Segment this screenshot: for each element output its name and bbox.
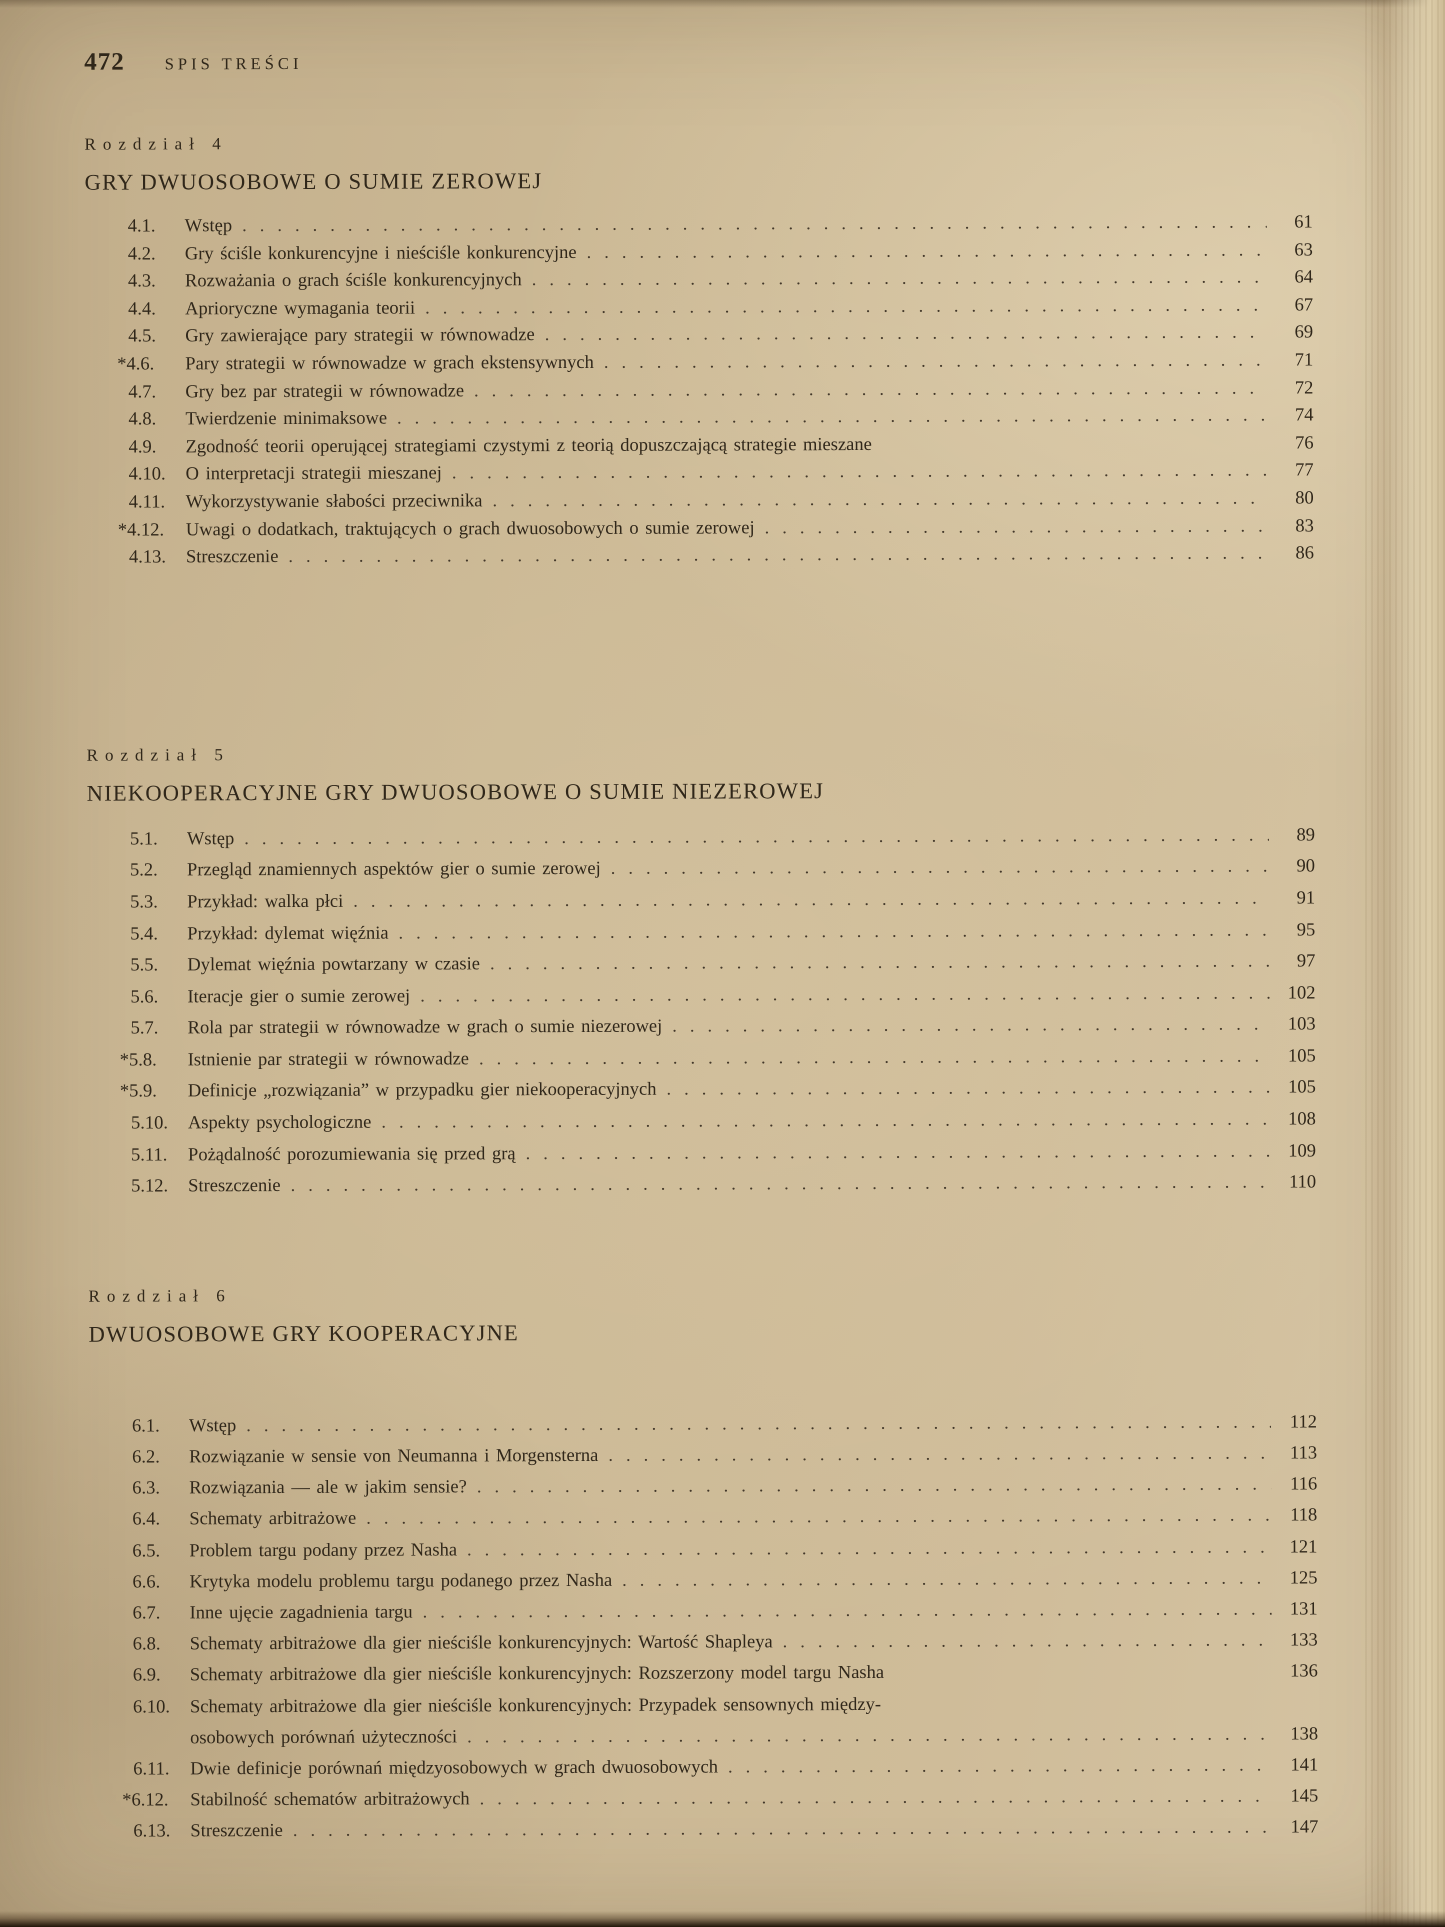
toc-entry: [129, 430, 1314, 462]
entry-page: 89: [1296, 825, 1315, 846]
page-number-folio: 472: [84, 48, 125, 76]
entry-number: 6.10.: [132, 1697, 170, 1718]
entry-page: 125: [1289, 1568, 1318, 1589]
entry-title: Krytyka modelu problemu targu podanego przez Nasha: [189, 1570, 613, 1593]
entry-number: 4.11.: [128, 492, 166, 513]
entry-body: [187, 883, 1315, 919]
dot-leader: [291, 1813, 1273, 1848]
entry-line: [186, 513, 1314, 545]
entry-number: *6.12.: [122, 1790, 169, 1811]
entry-page: 109: [1288, 1141, 1317, 1162]
dot-leader: [286, 541, 1268, 572]
entry-page: 105: [1287, 1046, 1316, 1067]
dot-leader: [475, 1470, 1271, 1504]
entry-body: [186, 485, 1314, 517]
entry-page: 90: [1296, 856, 1316, 877]
entry-number: 6.6.: [132, 1572, 161, 1593]
entry-page: 121: [1289, 1537, 1318, 1558]
entry-body: [185, 292, 1313, 324]
chapter-label: Rozdział 4: [84, 134, 228, 154]
entry-number: 6.11.: [133, 1759, 170, 1780]
dot-leader: [240, 210, 1267, 241]
chapter-label: Rozdział 5: [86, 744, 230, 765]
entry-title: Dwie definicje porównań międzyosobowych w grach dwuosobowych: [190, 1757, 719, 1780]
toc-entry: [129, 541, 1314, 573]
running-head: SPIS TREŚCI: [164, 53, 303, 74]
entry-title: Streszczenie: [188, 1176, 281, 1197]
entry-line: [185, 265, 1313, 297]
entry-number: 5.4.: [130, 923, 159, 945]
entry-line-continued: [190, 1719, 1318, 1754]
dot-leader: [490, 486, 1267, 516]
dot-leader: [364, 1501, 1271, 1535]
entry-body: [190, 1594, 1318, 1629]
entry-title: Wstęp: [184, 216, 233, 237]
entry-body: [188, 1136, 1316, 1172]
entry-title: Schematy arbitrażowe dla gier nieściśle konkurencyjnych: Wartość Shapleya: [189, 1632, 773, 1655]
entry-page: 131: [1289, 1599, 1318, 1620]
toc-entry: [117, 513, 1314, 545]
entry-body: [186, 513, 1314, 545]
dot-leader: [477, 1041, 1270, 1075]
entry-number: 4.13.: [128, 547, 166, 568]
dot-leader: [781, 1626, 1272, 1659]
chapter-entries: [87, 820, 1316, 1203]
toc-entry: [132, 1563, 1317, 1598]
toc-entry: [130, 978, 1315, 1014]
toc-entry: [128, 320, 1313, 352]
entry-number: 4.10.: [128, 464, 166, 485]
dot-leader: [523, 1136, 1270, 1170]
entry-line: [189, 1501, 1317, 1536]
toc-entry: [130, 947, 1315, 983]
entry-page: 145: [1290, 1786, 1319, 1807]
entry-title: Istnienie par strategii w równowadze: [187, 1049, 470, 1071]
toc-entry: [132, 1470, 1317, 1505]
dot-leader: [379, 1105, 1270, 1140]
entry-number: 4.3.: [127, 271, 156, 292]
entry-body: [187, 915, 1315, 951]
entry-number: 6.2.: [132, 1447, 160, 1468]
toc-entry: [117, 347, 1314, 379]
entry-line: [189, 1438, 1317, 1473]
entry-line: [187, 978, 1315, 1014]
toc-entry: [133, 1813, 1318, 1848]
entry-body: [188, 1041, 1316, 1077]
entry-line: [187, 820, 1315, 856]
entry-number: 5.10.: [130, 1113, 168, 1134]
entry-page: 76: [1295, 433, 1314, 454]
entry-line: [185, 403, 1313, 435]
toc-entry: [132, 1438, 1317, 1473]
toc-entry: [133, 1626, 1318, 1661]
entry-page: 91: [1296, 888, 1316, 909]
entry-title: Gry bez par strategii w równowadze: [185, 380, 465, 402]
dot-leader: [244, 1407, 1271, 1442]
entry-line: [187, 883, 1315, 919]
dot-leader: [543, 320, 1268, 350]
entry-title: Aprioryczne wymagania teorii: [185, 298, 416, 320]
entry-body: [189, 1407, 1317, 1442]
entry-line: [186, 485, 1314, 517]
page-header: [84, 43, 1312, 79]
toc-chapters: [84, 129, 1318, 1848]
entry-body: [190, 1813, 1318, 1848]
entry-number: 5.6.: [130, 987, 159, 1008]
entry-page: 113: [1289, 1443, 1318, 1464]
entry-line: [188, 1073, 1316, 1109]
entry-title: Przykład: dylemat więźnia: [187, 923, 389, 944]
entry-page: 61: [1294, 212, 1313, 233]
entry-number: 5.7.: [130, 1018, 159, 1039]
entry-page: 112: [1289, 1412, 1318, 1433]
entry-title: Aspekty psychologiczne: [187, 1112, 372, 1134]
toc-entry: [129, 485, 1314, 517]
toc-entry: [130, 883, 1315, 919]
entry-title: Stabilność schematów arbitrażowych: [190, 1789, 470, 1811]
entry-body: [188, 1104, 1316, 1140]
entry-page: 83: [1295, 515, 1314, 537]
entry-title: Uwagi o dodatkach, traktujących o grach dwuosobowych o sumie zerowej: [185, 517, 755, 540]
entry-title: Streszczenie: [185, 547, 279, 568]
dot-leader: [465, 1532, 1271, 1566]
toc-entry: [133, 1594, 1318, 1629]
entry-number: 6.3.: [132, 1478, 160, 1499]
entry-body: [186, 458, 1314, 490]
entry-page: 69: [1294, 322, 1314, 343]
entry-line: [190, 1657, 1318, 1692]
entry-body: [188, 1010, 1316, 1046]
entry-title: Definicje „rozwiązania” w przypadku gier niekooperacyjnych: [187, 1080, 657, 1102]
entry-page: 80: [1295, 488, 1314, 509]
entry-line: [190, 1626, 1318, 1661]
dot-leader: [664, 1073, 1269, 1107]
entry-number: 5.11.: [130, 1145, 168, 1166]
entry-title: Rozważania o grach ściśle konkurencyjnych: [184, 270, 522, 292]
toc-chapter: [84, 129, 1314, 572]
toc-chapter: [87, 740, 1317, 1203]
entry-line: [186, 430, 1314, 462]
dot-leader: [289, 1168, 1271, 1203]
entry-line: [189, 1563, 1317, 1598]
entry-title: Wykorzystywanie słabości przeciwnika: [185, 491, 483, 513]
entry-number: 4.8.: [128, 409, 157, 430]
entry-title: O interpretacji strategii mieszanej: [185, 463, 442, 485]
toc-entry: [128, 265, 1313, 297]
entry-title: Rozwiązanie w sensie von Neumanna i Morgensterna: [189, 1445, 599, 1468]
dot-leader: [530, 265, 1267, 295]
entry-number: *5.8.: [119, 1050, 157, 1071]
dot-leader: [395, 403, 1268, 434]
dot-leader: [478, 1782, 1273, 1816]
entry-number: 4.5.: [128, 326, 156, 347]
entry-title: Rola par strategii w równowadze w grach o sumie niezerowej: [187, 1016, 663, 1039]
entry-page: 116: [1290, 1474, 1318, 1495]
toc-chapter: [88, 1281, 1318, 1848]
chapter-title: DWUOSOBOWE GRY KOOPERACYJNE: [88, 1320, 520, 1347]
toc-entry: [119, 1073, 1316, 1109]
entry-page: 105: [1288, 1077, 1316, 1098]
toc-entry: [128, 209, 1313, 241]
entry-title: Gry ściśle konkurencyjne i nieściśle konkurencyjne: [184, 242, 577, 264]
entry-body: [185, 403, 1313, 435]
toc-entry: [128, 403, 1313, 435]
dot-leader: [421, 1595, 1272, 1629]
entry-line: [187, 947, 1315, 983]
entry-number: 6.9.: [132, 1665, 161, 1687]
entry-body: [187, 820, 1315, 856]
entry-number: *5.9.: [119, 1081, 157, 1103]
entry-body: [185, 347, 1313, 379]
toc-entry: [128, 237, 1313, 269]
entry-title: Streszczenie: [190, 1821, 283, 1842]
toc-entry: [131, 1104, 1316, 1140]
entry-line: [185, 237, 1313, 269]
entry-line: [185, 375, 1313, 407]
toc-entry: [130, 820, 1315, 856]
entry-page: 133: [1289, 1630, 1318, 1651]
entry-line: [190, 1750, 1318, 1785]
toc-entry: [130, 915, 1315, 951]
entry-title: Wstęp: [186, 828, 235, 850]
entry-page: 138: [1290, 1724, 1319, 1745]
dot-leader: [472, 375, 1267, 405]
entry-number: 5.1.: [129, 829, 158, 850]
entry-page: 63: [1294, 240, 1313, 261]
dot-leader: [418, 978, 1269, 1013]
toc-entry: [128, 292, 1313, 324]
entry-number: 5.2.: [130, 860, 158, 881]
entry-title: Dylemat więźnia powtarzany w czasie: [187, 954, 480, 976]
entry-line: [189, 1532, 1317, 1567]
entry-body: [186, 430, 1314, 462]
entry-number: 6.1.: [131, 1416, 160, 1437]
entry-line: [190, 1813, 1318, 1848]
entry-line: [185, 292, 1313, 324]
entry-line: [188, 1041, 1316, 1077]
toc-entry: [132, 1407, 1317, 1442]
entry-page: 74: [1294, 405, 1314, 426]
entry-number: 6.13.: [133, 1821, 171, 1843]
dot-leader: [351, 883, 1269, 918]
chapter-title: NIEKOOPERACYJNE GRY DWUOSOBOWE O SUMIE NIEZEROWEJ: [86, 777, 825, 806]
entry-page: 147: [1290, 1817, 1319, 1838]
entry-body: [189, 1563, 1317, 1598]
entry-page: 95: [1296, 919, 1316, 940]
dot-leader: [620, 1563, 1271, 1596]
entry-number: *4.6.: [117, 354, 155, 375]
entry-body: [185, 320, 1313, 352]
entry-page: 136: [1290, 1661, 1318, 1682]
dot-leader: [465, 1719, 1272, 1753]
entry-body: [185, 237, 1313, 269]
entry-page: 102: [1287, 983, 1316, 1004]
entry-title: Iteracje gier o sumie zerowej: [187, 986, 411, 1008]
entry-number: 6.4.: [132, 1509, 161, 1531]
toc-entry: [130, 852, 1315, 888]
entry-line: [190, 1782, 1318, 1817]
entry-body: [186, 541, 1314, 573]
entry-title: Przegląd znamiennych aspektów gier o sumie zerowej: [187, 859, 601, 881]
dot-leader: [892, 1677, 1272, 1678]
dot-leader: [670, 1010, 1269, 1044]
toc-entry: [133, 1688, 1318, 1755]
entry-title: Zgodność teorii operującej strategiami czystymi z teorią dopuszczającą strategie mieszane: [185, 434, 872, 458]
entry-body: [189, 1470, 1317, 1505]
entry-number: 5.12.: [131, 1176, 169, 1197]
toc-entry: [131, 1010, 1316, 1046]
entry-number: *4.12.: [117, 519, 165, 541]
entry-title: Przykład: walka płci: [187, 891, 344, 913]
entry-body: [189, 1532, 1317, 1567]
chapter-entries: [85, 209, 1314, 572]
entry-line: [185, 320, 1313, 352]
dot-leader: [585, 237, 1267, 267]
entry-number: 4.7.: [128, 382, 157, 403]
entry-body: [185, 265, 1313, 297]
dot-leader: [450, 458, 1268, 488]
entry-line: [187, 915, 1315, 951]
entry-line: [186, 541, 1314, 573]
dot-leader: [423, 292, 1267, 323]
toc-entry: [132, 1532, 1317, 1567]
entry-number: 5.5.: [130, 955, 159, 976]
toc-entry: [133, 1657, 1318, 1692]
toc-entry: [119, 1041, 1316, 1077]
entry-number: 6.5.: [132, 1541, 161, 1562]
entry-line: [189, 1407, 1317, 1442]
entry-body: [188, 1168, 1316, 1204]
entry-line: [185, 209, 1313, 241]
dot-leader: [609, 852, 1269, 886]
dot-leader: [763, 513, 1268, 542]
entry-page: 86: [1295, 543, 1314, 564]
entry-page: 110: [1289, 1172, 1317, 1193]
dot-leader: [880, 448, 1268, 449]
entry-number: 6.7.: [132, 1603, 161, 1624]
chapter-title: GRY DWUOSOBOWE O SUMIE ZEROWEJ: [84, 168, 543, 195]
entry-title: Schematy arbitrażowe: [189, 1509, 357, 1530]
entry-body: [187, 978, 1315, 1014]
entry-body: [187, 852, 1315, 888]
entry-title-continued: osobowych porównań użyteczności: [190, 1727, 458, 1749]
entry-body: [190, 1782, 1318, 1817]
entry-body: [190, 1657, 1318, 1692]
book-bottom-edge: [0, 1911, 1445, 1927]
chapter-label: Rozdział 6: [88, 1286, 232, 1306]
dot-leader: [242, 820, 1269, 855]
entry-line: [188, 1168, 1316, 1204]
entry-body: [190, 1750, 1318, 1785]
entry-page: 72: [1294, 377, 1314, 399]
entry-title: Twierdzenie minimaksowe: [185, 408, 388, 430]
entry-page: 141: [1290, 1755, 1319, 1776]
entry-body: [189, 1501, 1317, 1536]
entry-title: Problem targu podany przez Nasha: [189, 1540, 458, 1562]
entry-number: 4.4.: [128, 299, 156, 320]
dot-leader: [488, 947, 1270, 981]
toc-entry: [133, 1750, 1318, 1785]
entry-title: Gry zawierające pary strategii w równowadze: [185, 325, 535, 347]
entry-page: 64: [1294, 267, 1314, 288]
dot-leader: [726, 1751, 1272, 1784]
entry-title: Pożądalność porozumiewania się przed grą: [187, 1143, 516, 1166]
entry-line: [188, 1104, 1316, 1140]
entry-body: [185, 375, 1313, 407]
entry-title: Inne ujęcie zagadnienia targu: [189, 1602, 413, 1624]
entry-body: [187, 947, 1315, 983]
entry-line: [185, 347, 1313, 379]
entry-line: [190, 1688, 1318, 1723]
toc-entry: [128, 375, 1313, 407]
entry-line: [188, 1010, 1316, 1046]
entry-body: [190, 1626, 1318, 1661]
entry-body: [190, 1688, 1318, 1754]
entry-number: 5.3.: [130, 892, 158, 913]
entry-line: [187, 852, 1315, 888]
entry-body: [189, 1438, 1317, 1473]
entry-title: Wstęp: [188, 1416, 237, 1437]
entry-page: 67: [1294, 295, 1314, 316]
entry-body: [185, 209, 1313, 241]
entry-page: 118: [1290, 1505, 1318, 1526]
entry-title: Schematy arbitrażowe dla gier nieściśle konkurencyjnych: Przypadek sensownych między-: [189, 1694, 882, 1718]
entry-title: Schematy arbitrażowe dla gier nieściśle konkurencyjnych: Rozszerzony model targu Nasha: [189, 1663, 885, 1686]
entry-page: 97: [1296, 951, 1316, 972]
entry-number: 4.2.: [127, 244, 156, 265]
entry-page: 103: [1287, 1014, 1316, 1035]
toc-entry: [122, 1782, 1319, 1817]
toc-entry: [131, 1136, 1316, 1172]
entry-line: [186, 458, 1314, 490]
toc-entry: [129, 458, 1314, 490]
entry-page: 108: [1288, 1109, 1316, 1130]
page-fore-edge: [1365, 0, 1445, 1927]
dot-leader: [602, 348, 1267, 378]
entry-title: Rozwiązania — ale w jakim sensie?: [189, 1477, 467, 1499]
entry-line: [189, 1470, 1317, 1505]
entry-page: 77: [1295, 460, 1314, 481]
toc-entry: [132, 1501, 1317, 1536]
entry-line: [188, 1136, 1316, 1172]
dot-leader: [606, 1439, 1271, 1473]
entry-page: 71: [1294, 350, 1314, 371]
chapter-entries: [89, 1407, 1319, 1848]
entry-number: 4.1.: [127, 216, 156, 237]
toc-entry: [131, 1168, 1316, 1204]
entry-number: 4.9.: [128, 437, 157, 458]
entry-body: [188, 1073, 1316, 1109]
entry-line: [190, 1594, 1318, 1629]
entry-number: 6.8.: [132, 1634, 161, 1655]
entry-title: Pary strategii w równowadze w grach ekstensywnych: [185, 352, 594, 375]
dot-leader: [396, 915, 1269, 950]
